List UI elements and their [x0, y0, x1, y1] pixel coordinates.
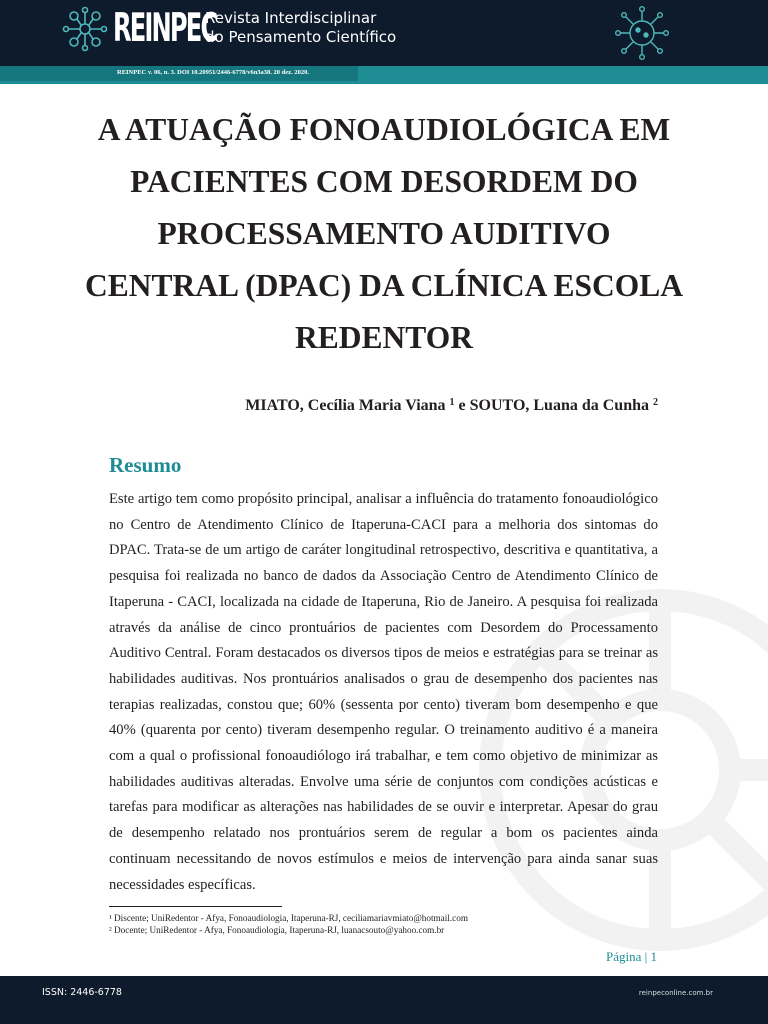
journal-subtitle-line2: do Pensamento Científico [205, 28, 397, 46]
author-1: MIATO, Cecília Maria Viana [245, 397, 446, 414]
journal-brand: REINPEC [113, 6, 217, 51]
author-1-footnote-ref: 1 [449, 397, 455, 408]
journal-header [0, 0, 768, 66]
author-conjunction: e [458, 397, 466, 414]
doi-citation: REINPEC v. 06, n. 3. DOI 10.20951/2446-6778/v6n3a38. 20 dez. 2020. [117, 69, 309, 76]
doi-strip [0, 66, 768, 84]
footnote-divider [109, 906, 282, 907]
journal-footer [0, 976, 768, 1024]
journal-subtitle [205, 9, 396, 47]
virus-icon [611, 4, 673, 62]
author-2: SOUTO, Luana da Cunha [469, 397, 649, 414]
page-number: Página | 1 [606, 949, 657, 964]
website-link[interactable]: reinpeconline.com.br [638, 989, 713, 997]
issn-label: ISSN: 2446-6778 [42, 987, 122, 998]
author-2-footnote-ref: 2 [653, 397, 658, 408]
abstract-heading: Resumo [109, 453, 182, 477]
journal-subtitle-line1: Revista Interdisciplinar [205, 9, 377, 27]
abstract-body: Este artigo tem como propósito principal, analisar a influência do tratamento fonoaudiológico no Centro de Atendimento Clínico de Itaperuna-CACI para a melhoria dos sintomas do DPAC. Trata-se de um artigo de caráter longitudinal retrospectivo, descritiva e quantitativa, a pesquisa foi realizada no banco de dados da Associação Centro de Atendimento Clínico de Itaperuna - CACI, localizada na cidade de Itaperuna, Rio de Janeiro. A pesquisa foi realizada através da análise de cinco prontuários de pacientes com Desordem do Processamento Auditivo Central. Foram destacados os diversos tipos de meios e estratégias para se treinar as habilidades auditivas. Nos prontuários analisados o grau de desempenho dos pacientes nas terapias realizadas, constou que; 60% (sessenta por cento) tiveram bom desempenho e que 40% (quarenta por cento) tiveram desempenho regular. O treinamento auditivo é a maneira com a qual o profissional fonoaudiólogo irá trabalhar, e tem como objetivo de minimizar as habilidades auditivas alteradas. Envolve uma série de conjuntos com condições acústicas e tarefas para modificar as alterações nas habilidades de se ouvir e interpretar. Apesar do grau de desempenho relatado nos prontuários serem de regular a bom os pacientes ainda continuam necessitando de novos estímulos e meios de intervenção para ainda sanar suas necessidades específicas. [109, 491, 658, 893]
journal-logo-icon [62, 6, 108, 52]
article-title: A ATUAÇÃO FONOAUDIOLÓGICA EM PACIENTES COM DESORDEM DO PROCESSAMENTO AUDITIVO CENTRAL (DPAC) DA CLÍNICA ESCOLA REDENTOR [85, 112, 683, 355]
footnote-2: ² Docente; UniRedentor - Afya, Fonoaudiologia, Itaperuna-RJ, luanacsouto@yahoo.com.br [109, 925, 445, 935]
footnote-1: ¹ Discente; UniRedentor - Afya, Fonoaudiologia, Itaperuna-RJ, ceciliamariavmiato@hotmail.com [109, 913, 468, 923]
author-line [245, 397, 658, 415]
